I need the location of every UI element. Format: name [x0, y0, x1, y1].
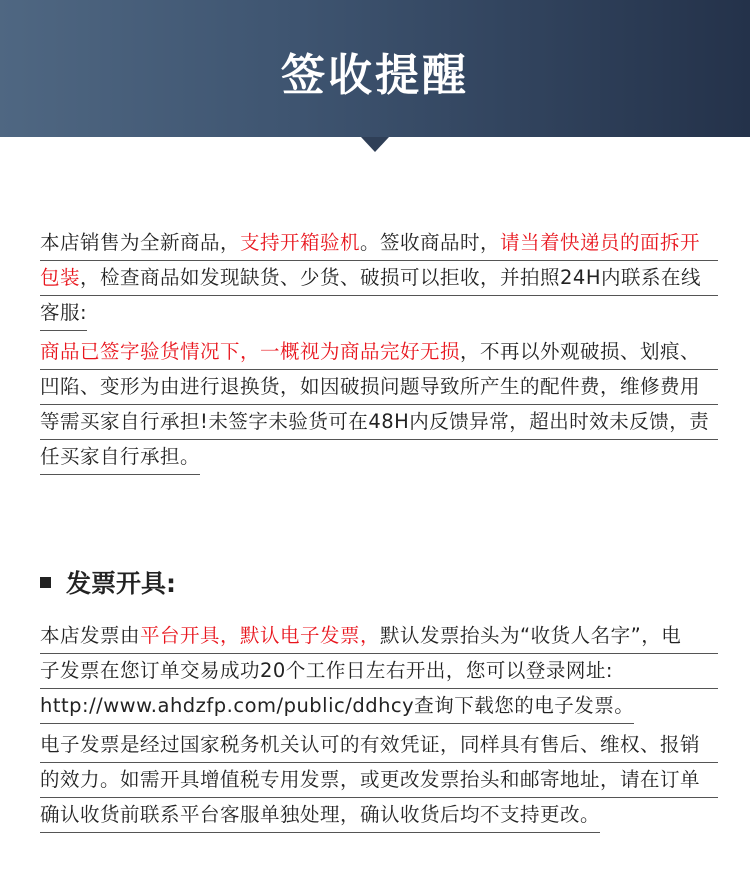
notice-block [40, 226, 718, 479]
invoice-line-1: 本店发票由平台开具，默认电子发票，默认发票抬头为“收货人名字”，电 [40, 619, 718, 654]
notice-line-5: 凹陷、变形为由进行退换货，如因破损问题导致所产生的配件费，维修费用 [40, 370, 718, 405]
invoice-line-5: 的效力。如需开具增值税专用发票，或更改发票抬头和邮寄地址，请在订单 [40, 763, 718, 798]
notice-line-4: 商品已签字验货情况下，一概视为商品完好无损，不再以外观破损、划痕、 [40, 335, 718, 370]
notice-line-7: 任买家自行承担。 [40, 440, 200, 475]
highlight-open-package: 请当着快递员的面拆开 [500, 231, 701, 254]
invoice-section-heading [40, 564, 176, 600]
header-banner [0, 0, 750, 137]
notice-line-2: 包装，检查商品如发现缺货、少货、破损可以拒收，并拍照24H内联系在线 [40, 261, 718, 296]
bullet-square-icon [40, 577, 51, 588]
highlight-signed-condition: 商品已签字验货情况下，一概视为商品完好无损 [40, 340, 461, 363]
notice-line-3: 客服: [40, 296, 87, 331]
highlight-platform-invoice: 平台开具，默认电子发票， [140, 624, 381, 647]
invoice-block [40, 619, 718, 837]
invoice-url-line: http://www.ahdzfp.com/public/ddhcy查询下载您的电子发票。 [40, 689, 634, 724]
page-title: 签收提醒 [281, 49, 469, 101]
invoice-title: 发票开具: [66, 569, 176, 598]
invoice-line-4: 电子发票是经过国家税务机关认可的有效凭证，同样具有售后、维权、报销 [40, 728, 718, 763]
invoice-line-6: 确认收货前联系平台客服单独处理，确认收货后均不支持更改。 [40, 798, 600, 833]
header-notch [361, 137, 389, 152]
invoice-line-2: 子发票在您订单交易成功20个工作日左右开出，您可以登录网址: [40, 654, 718, 689]
notice-line-1: 本店销售为全新商品，支持开箱验机。签收商品时，请当着快递员的面拆开 [40, 226, 718, 261]
notice-line-6: 等需买家自行承担!未签字未验货可在48H内反馈异常，超出时效未反馈，责 [40, 405, 718, 440]
highlight-unboxing: 支持开箱验机 [240, 231, 361, 254]
